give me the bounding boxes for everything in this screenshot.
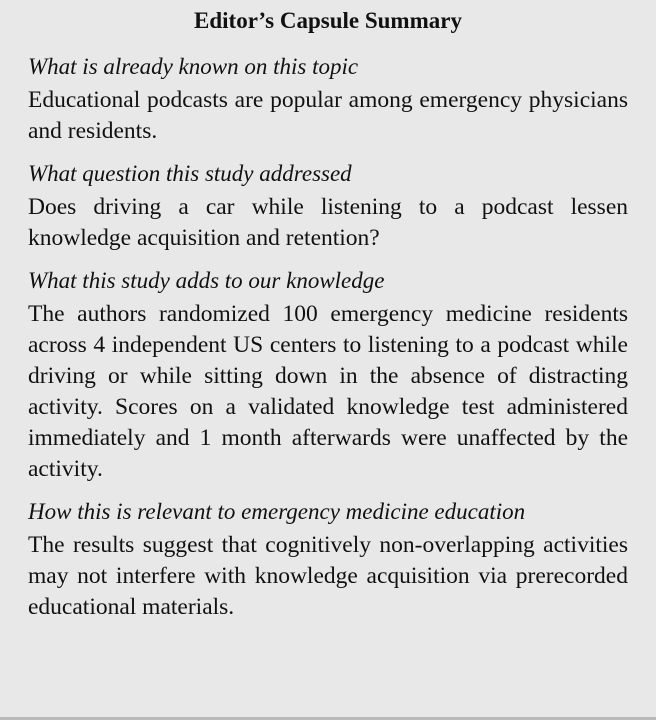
section-heading: How this is relevant to emergency medicine education — [28, 499, 526, 524]
section-body: The authors randomized 100 emergency medicine residents across 4 independent US centers to listening to a podcast while driving or while sitting down in the absence of distracting activity. Scores on a validated knowledge test administered immediately and 1 month afterwards were unaffected by the activity. — [28, 301, 628, 482]
section-question-addressed — [28, 159, 628, 254]
section-relevance — [28, 497, 628, 623]
section-heading: What question this study addressed — [28, 161, 352, 186]
section-body: The results suggest that cognitively non-overlapping activities may not interfere with knowledge acquisition via prerecorded educational materials. — [28, 532, 628, 620]
section-study-adds — [28, 266, 628, 485]
capsule-title: Editor’s Capsule Summary — [194, 8, 462, 33]
section-heading: What is already known on this topic — [28, 54, 359, 79]
section-body: Educational podcasts are popular among emergency physicians and residents. — [28, 87, 628, 144]
section-heading: What this study adds to our knowledge — [28, 268, 385, 293]
section-body: Does driving a car while listening to a podcast lessen knowledge acquisition and retention? — [28, 194, 628, 251]
section-already-known — [28, 52, 628, 147]
